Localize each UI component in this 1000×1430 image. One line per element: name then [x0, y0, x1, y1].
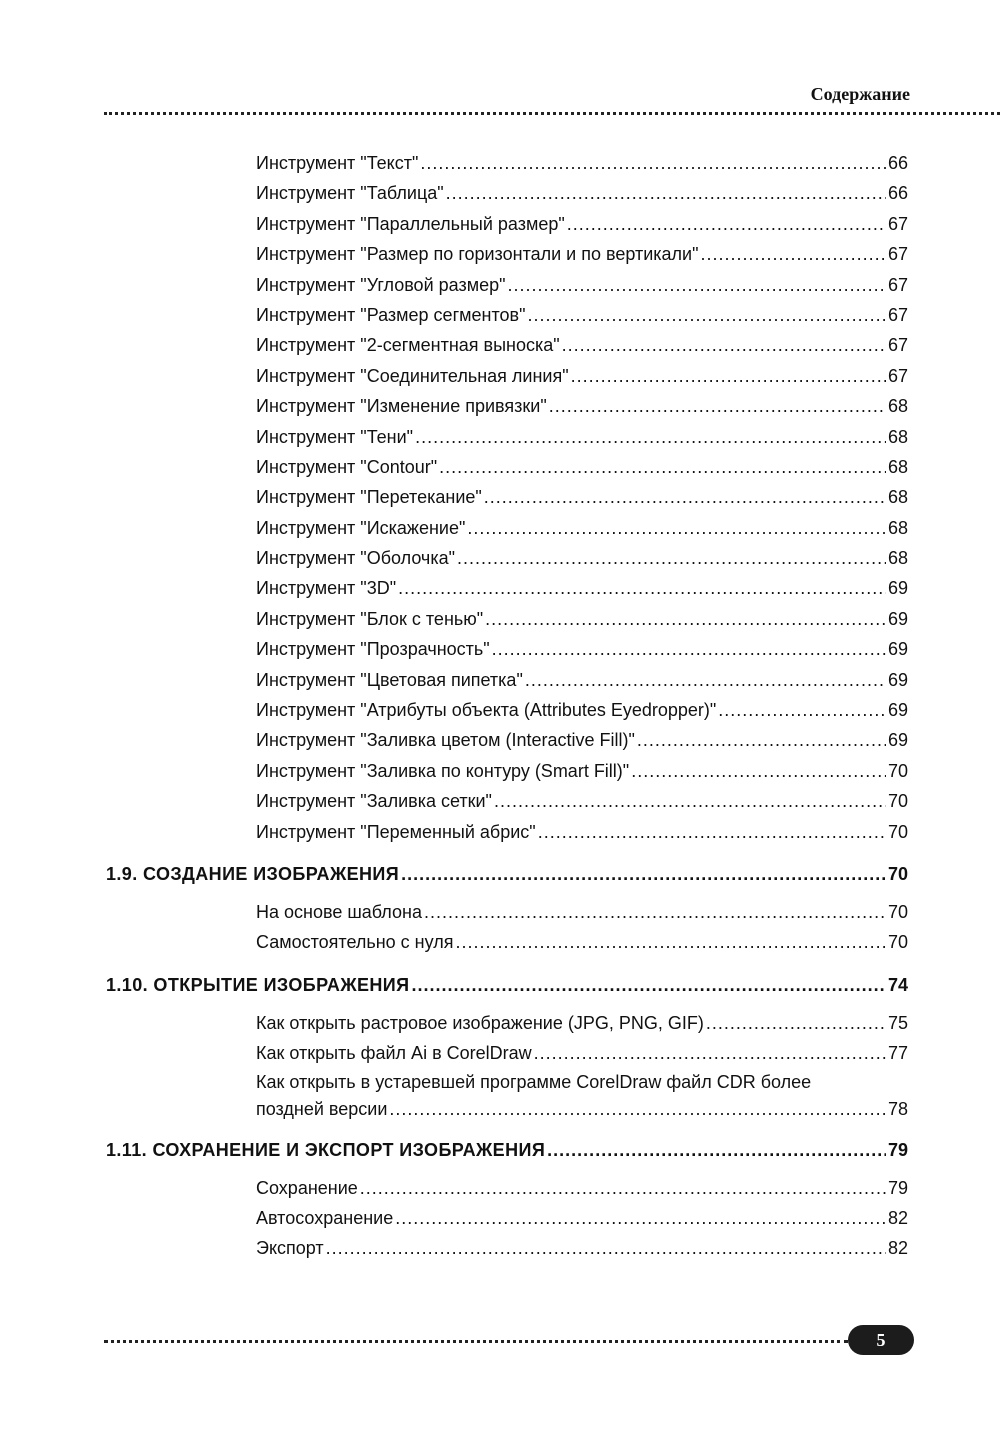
toc-entry-title: Инструмент "3D" [256, 578, 397, 599]
toc-entry-page: 82 [887, 1207, 908, 1228]
toc-entry-page: 67 [887, 335, 908, 356]
dot-leader [485, 604, 886, 634]
toc-entry[interactable] [0, 513, 1000, 543]
toc-entry-title: Инструмент "Тени" [256, 426, 414, 447]
toc-entry-page: 69 [887, 578, 908, 599]
toc-entry-page: 77 [887, 1043, 908, 1064]
toc-entry-title-line2: поздней версии [256, 1098, 388, 1119]
toc-entry-page: 82 [887, 1238, 908, 1259]
header-dotted-rule [104, 112, 1000, 115]
toc-entry-line2 [256, 1096, 908, 1123]
toc-entry-title: Инструмент "Текст" [256, 153, 419, 173]
dot-leader [718, 695, 886, 725]
section-page: 79 [887, 1139, 908, 1160]
dot-leader [446, 178, 886, 208]
toc-entry[interactable] [0, 452, 1000, 482]
section-page: 70 [887, 863, 908, 884]
toc-entry-page: 79 [887, 1177, 908, 1198]
dot-leader [401, 859, 886, 889]
toc-entry-title: Инструмент "Contour" [256, 456, 438, 477]
toc-entry-title: Самостоятельно с нуля [256, 932, 454, 953]
toc-entry[interactable] [0, 361, 1000, 391]
toc-entry[interactable] [0, 391, 1000, 421]
toc-entry-title: Инструмент "Заливка цветом (Interactive Fill)" [256, 730, 635, 751]
toc-entry-page: 67 [887, 213, 908, 234]
toc-entry-page: 69 [887, 730, 908, 751]
toc-entry-page: 69 [887, 700, 908, 721]
toc-entry-title: Инструмент "Соединительная линия" [256, 365, 569, 386]
table-of-contents [0, 148, 1000, 1264]
toc-entry-title-line1: Как открыть в устаревшей программе CorelDraw файл CDR более [256, 1071, 812, 1092]
toc-entry[interactable] [0, 573, 1000, 603]
toc-section-heading[interactable] [0, 1135, 1000, 1165]
toc-entry-title: Экспорт [256, 1238, 324, 1259]
toc-entry-page: 75 [887, 1012, 908, 1033]
toc-entry-page: 68 [887, 396, 908, 417]
toc-entry-page: 70 [887, 821, 908, 842]
toc-entry[interactable] [0, 178, 1000, 208]
dot-leader [411, 970, 885, 1000]
toc-entry[interactable] [0, 330, 1000, 360]
dot-leader [492, 634, 886, 664]
toc-section-heading[interactable] [0, 970, 1000, 1000]
dot-leader [494, 786, 886, 816]
toc-entry[interactable] [0, 148, 1000, 178]
dot-leader [467, 513, 886, 543]
toc-entry-page: 69 [887, 608, 908, 629]
toc-entry-title: Инструмент "2-сегментная выноска" [256, 335, 560, 356]
dot-leader [455, 927, 885, 957]
toc-entry-title: Как открыть растровое изображение (JPG, PNG, GIF) [256, 1012, 704, 1033]
toc-entry[interactable] [0, 422, 1000, 452]
dot-leader [525, 665, 886, 695]
toc-entry-multiline[interactable] [0, 1069, 1000, 1123]
toc-entry-page: 69 [887, 669, 908, 690]
toc-entry-title: Инструмент "Заливка по контуру (Smart Fill)" [256, 760, 630, 781]
toc-entry-title: Инструмент "Угловой размер" [256, 274, 506, 295]
dot-leader [424, 897, 886, 927]
toc-entry[interactable] [0, 1173, 1000, 1203]
toc-entry[interactable] [0, 1203, 1000, 1233]
toc-entry-title: Инструмент "Цветовая пипетка" [256, 669, 523, 690]
running-header: Содержание [810, 84, 910, 104]
toc-entry[interactable] [0, 300, 1000, 330]
toc-entry-page: 67 [887, 365, 908, 386]
toc-entry-title: Инструмент "Размер по горизонтали и по вертикали" [256, 244, 699, 265]
toc-entry-page: 70 [887, 932, 908, 953]
dot-leader [538, 817, 886, 847]
dot-leader [484, 482, 886, 512]
dot-leader [360, 1173, 886, 1203]
toc-entry[interactable] [0, 1233, 1000, 1263]
dot-leader [420, 148, 886, 178]
dot-leader [571, 361, 886, 391]
toc-entry[interactable] [0, 725, 1000, 755]
toc-entry-page: 68 [887, 487, 908, 508]
dot-leader [567, 209, 886, 239]
toc-entry-page: 70 [887, 901, 908, 922]
toc-entry-title: Инструмент "Изменение привязки" [256, 396, 547, 417]
dot-leader [389, 1096, 886, 1123]
dot-leader [395, 1203, 886, 1233]
toc-entry-title: Инструмент "Размер сегментов" [256, 304, 526, 325]
toc-entry-title: Как открыть файл Ai в CorelDraw [256, 1043, 532, 1064]
toc-entry[interactable] [0, 1038, 1000, 1068]
toc-entry[interactable] [0, 604, 1000, 634]
section-title: 1.9. СОЗДАНИЕ ИЗОБРАЖЕНИЯ [106, 863, 400, 884]
toc-entry-page: 70 [887, 760, 908, 781]
dot-leader [534, 1038, 886, 1068]
toc-entry-page: 68 [887, 426, 908, 447]
dot-leader [631, 756, 886, 786]
toc-entry-page: 67 [887, 304, 908, 325]
toc-entry[interactable] [0, 209, 1000, 239]
toc-entry-title: Инструмент "Перетекание" [256, 487, 482, 508]
dot-leader [326, 1233, 886, 1263]
toc-entry-title: Инструмент "Атрибуты объекта (Attributes Eyedropper)" [256, 700, 717, 721]
toc-entry-title: Сохранение [256, 1177, 358, 1198]
section-title: 1.11. СОХРАНЕНИЕ И ЭКСПОРТ ИЗОБРАЖЕНИЯ [106, 1139, 546, 1160]
toc-entry-page: 70 [887, 791, 908, 812]
dot-leader [562, 330, 886, 360]
dot-leader [415, 422, 886, 452]
footer-dotted-rule [104, 1340, 848, 1343]
toc-entry[interactable] [0, 897, 1000, 927]
toc-entry-title: Инструмент "Заливка сетки" [256, 791, 492, 812]
toc-entry[interactable] [0, 543, 1000, 573]
dot-leader [637, 725, 886, 755]
toc-entry-title: Инструмент "Искажение" [256, 517, 466, 538]
toc-entry-page: 67 [887, 244, 908, 265]
dot-leader [439, 452, 886, 482]
dot-leader [706, 1008, 886, 1038]
toc-entry-title: Автосохранение [256, 1207, 394, 1228]
toc-entry-title: Инструмент "Параллельный размер" [256, 213, 565, 234]
toc-entry-title: Инструмент "Блок с тенью" [256, 608, 484, 629]
toc-entry-page: 66 [887, 153, 908, 173]
toc-entry[interactable] [0, 927, 1000, 957]
page-number-badge: 5 [848, 1325, 914, 1355]
section-page: 74 [887, 974, 908, 995]
toc-entry[interactable] [0, 482, 1000, 512]
toc-entry-page: 67 [887, 274, 908, 295]
toc-entry-page: 66 [887, 183, 908, 204]
dot-leader [527, 300, 886, 330]
toc-entry-title: Инструмент "Прозрачность" [256, 639, 490, 660]
toc-entry[interactable] [0, 634, 1000, 664]
toc-entry[interactable] [0, 695, 1000, 725]
dot-leader [547, 1135, 886, 1165]
toc-entry[interactable] [0, 665, 1000, 695]
toc-section-heading[interactable] [0, 859, 1000, 889]
toc-entry[interactable] [0, 786, 1000, 816]
dot-leader [701, 239, 886, 269]
dot-leader [508, 270, 886, 300]
toc-entry[interactable] [0, 756, 1000, 786]
toc-entry-title: Инструмент "Оболочка" [256, 548, 455, 569]
toc-entry[interactable] [0, 1008, 1000, 1038]
toc-entry-title: На основе шаблона [256, 901, 422, 922]
toc-entry-title: Инструмент "Переменный абрис" [256, 821, 536, 842]
toc-entry[interactable] [0, 270, 1000, 300]
section-title: 1.10. ОТКРЫТИЕ ИЗОБРАЖЕНИЯ [106, 974, 410, 995]
toc-entry[interactable] [0, 817, 1000, 847]
toc-entry-title: Инструмент "Таблица" [256, 183, 444, 204]
toc-entry[interactable] [0, 239, 1000, 269]
toc-entry-page: 68 [887, 548, 908, 569]
toc-entry-page: 69 [887, 639, 908, 660]
toc-entry-page: 68 [887, 456, 908, 477]
dot-leader [398, 573, 886, 603]
toc-entry-page: 68 [887, 517, 908, 538]
dot-leader [457, 543, 886, 573]
toc-entry-page: 78 [887, 1098, 908, 1119]
dot-leader [549, 391, 886, 421]
